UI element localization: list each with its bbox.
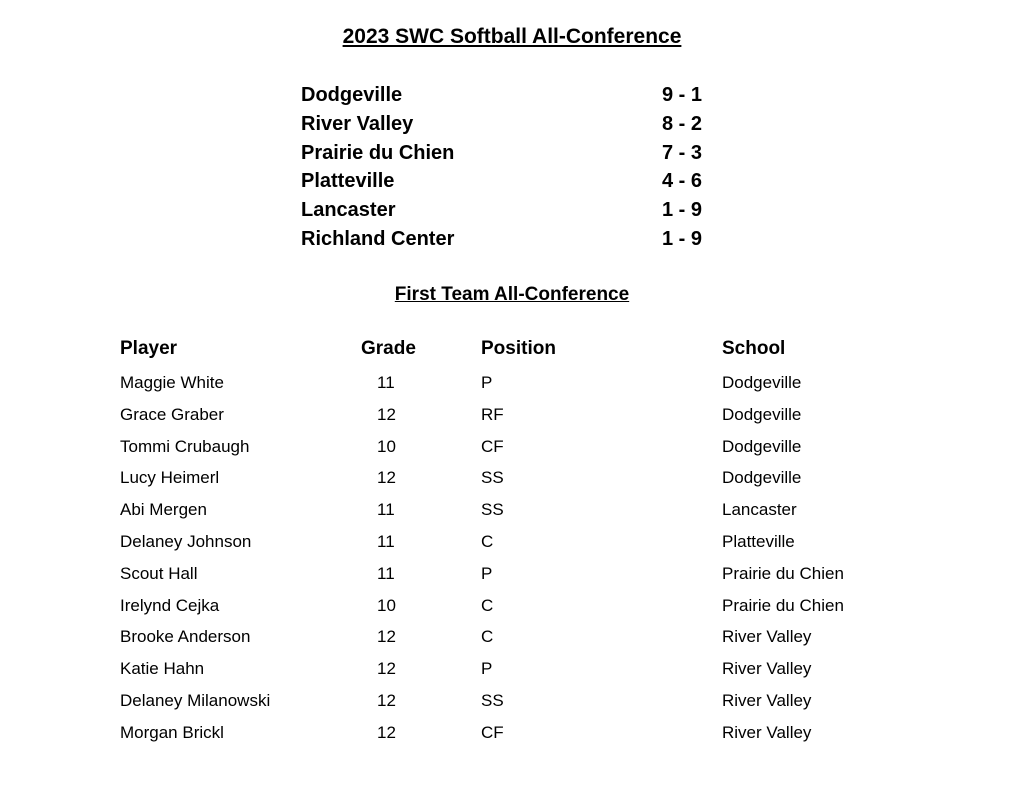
- standing-record: 8 - 2: [662, 112, 703, 135]
- player-name: Delaney Johnson: [120, 531, 252, 551]
- player-name: Abi Mergen: [120, 500, 207, 520]
- table-row: [120, 690, 940, 722]
- player-position: C: [481, 595, 494, 615]
- player-name: Tommi Crubaugh: [120, 436, 250, 456]
- player-position: SS: [481, 468, 504, 488]
- standing-row: [301, 168, 721, 197]
- player-grade: 12: [377, 722, 396, 742]
- table-row: [120, 626, 940, 658]
- player-name: Irelynd Cejka: [120, 595, 220, 615]
- first-team-heading: First Team All-Conference: [394, 284, 630, 305]
- standing-record: 4 - 6: [662, 170, 703, 193]
- table-row: [120, 595, 940, 627]
- player-grade: 11: [377, 563, 395, 583]
- standing-team: Richland Center: [301, 227, 455, 250]
- player-grade: 11: [377, 373, 395, 392]
- player-school: River Valley: [722, 690, 812, 710]
- player-name: Brooke Anderson: [120, 627, 251, 647]
- standing-record: 9 - 1: [662, 84, 703, 106]
- table-row: [120, 722, 940, 754]
- player-grade: 12: [377, 468, 396, 488]
- player-school: Prairie du Chien: [722, 563, 844, 583]
- table-row: [120, 658, 940, 690]
- table-row: [120, 531, 940, 563]
- table-row: [120, 372, 940, 404]
- player-school: Prairie du Chien: [722, 595, 844, 615]
- first-team-table: [120, 338, 940, 754]
- player-name: Scout Hall: [120, 563, 198, 583]
- column-header-position: Position: [481, 338, 556, 359]
- player-school: Dodgeville: [722, 436, 802, 456]
- player-grade: 12: [377, 690, 396, 710]
- standings-list: [301, 82, 721, 255]
- player-name: Katie Hahn: [120, 659, 205, 679]
- player-name: Morgan Brickl: [120, 722, 224, 742]
- player-name: Maggie White: [120, 373, 224, 392]
- column-header-player: Player: [120, 338, 178, 359]
- player-school: Dodgeville: [722, 404, 802, 424]
- player-position: C: [481, 531, 494, 551]
- table-row: [120, 467, 940, 499]
- table-header-row: [120, 338, 940, 372]
- standing-team: Dodgeville: [301, 84, 403, 106]
- player-grade: 10: [377, 595, 396, 615]
- standing-record: 1 - 9: [662, 199, 703, 222]
- standing-record: 7 - 3: [662, 141, 703, 164]
- standing-row: [301, 197, 721, 226]
- page-title: 2023 SWC Softball All-Conference: [342, 25, 682, 48]
- player-school: River Valley: [722, 722, 812, 742]
- player-position: CF: [481, 722, 504, 742]
- standing-team: Prairie du Chien: [301, 141, 455, 164]
- player-position: P: [481, 563, 493, 583]
- standing-record: 1 - 9: [662, 227, 703, 250]
- table-row: [120, 563, 940, 595]
- player-position: C: [481, 627, 494, 647]
- player-name: Grace Graber: [120, 404, 224, 424]
- player-school: River Valley: [722, 627, 812, 647]
- table-row: [120, 436, 940, 468]
- player-position: RF: [481, 404, 504, 424]
- player-grade: 12: [377, 627, 396, 647]
- player-grade: 11: [377, 500, 395, 520]
- player-grade: 12: [377, 659, 396, 679]
- player-school: Platteville: [722, 531, 795, 551]
- player-grade: 12: [377, 404, 396, 424]
- standing-row: [301, 226, 721, 255]
- player-school: Dodgeville: [722, 373, 802, 392]
- player-grade: 10: [377, 436, 396, 456]
- table-row: [120, 499, 940, 531]
- player-position: SS: [481, 690, 504, 710]
- standing-team: Platteville: [301, 170, 395, 193]
- column-header-grade: Grade: [361, 338, 416, 359]
- player-school: Lancaster: [722, 500, 797, 520]
- player-school: Dodgeville: [722, 468, 802, 488]
- standing-row: [301, 111, 721, 140]
- player-school: River Valley: [722, 659, 812, 679]
- standing-team: Lancaster: [301, 199, 396, 222]
- standing-row: [301, 140, 721, 169]
- player-name: Lucy Heimerl: [120, 468, 220, 488]
- table-row: [120, 404, 940, 436]
- player-name: Delaney Milanowski: [120, 690, 271, 710]
- player-position: CF: [481, 436, 504, 456]
- player-grade: 11: [377, 531, 395, 551]
- column-header-school: School: [722, 338, 786, 359]
- player-position: P: [481, 373, 493, 392]
- player-position: P: [481, 659, 493, 679]
- player-position: SS: [481, 500, 504, 520]
- standing-team: River Valley: [301, 112, 414, 135]
- standing-row: [301, 82, 721, 111]
